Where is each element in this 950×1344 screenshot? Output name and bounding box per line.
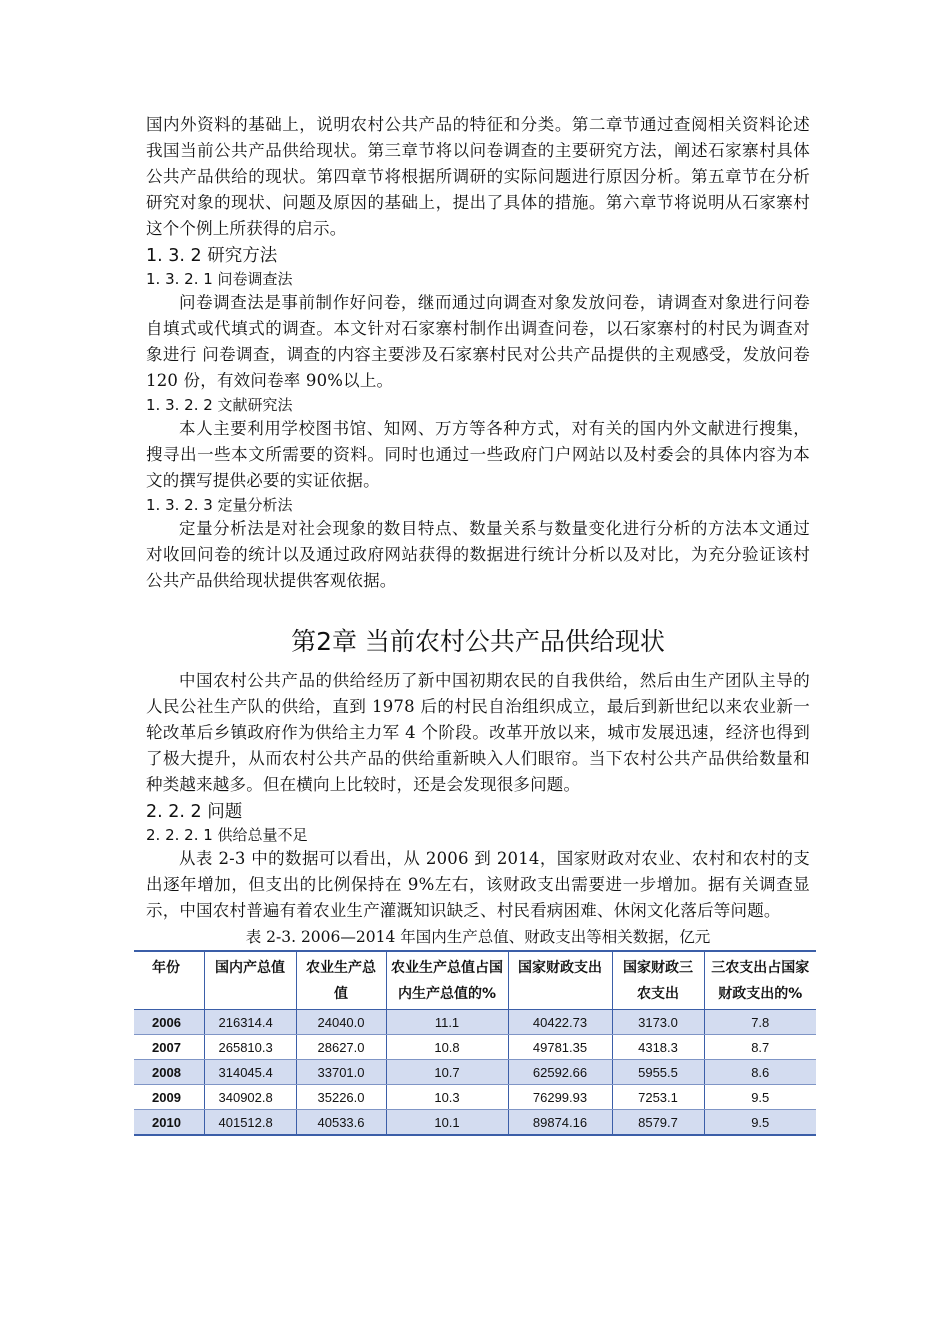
- quantitative-paragraph: 定量分析法是对社会现象的数目特点、数量关系与数量变化进行分析的方法本文通过对收回问卷的统计以及通过政府网站获得的数据进行统计分析以及对比，为充分验证该村公共产品供给现状提供客观依据。: [146, 519, 810, 590]
- cell-rural-spending: 7253.1: [612, 1085, 704, 1110]
- section-heading-1-3-2: 1. 3. 2 研究方法: [146, 246, 278, 266]
- header-agri-share: 农业生产总值占国内生产总值的%: [386, 951, 508, 1010]
- cell-rural-spending: 8579.7: [612, 1110, 704, 1136]
- cell-agri-share: 10.3: [386, 1085, 508, 1110]
- cell-gdp: 216314.4: [204, 1010, 296, 1035]
- cell-rural-spending: 4318.3: [612, 1035, 704, 1060]
- cell-rural-share: 9.5: [704, 1110, 816, 1136]
- cell-year: 2010: [134, 1110, 204, 1136]
- cell-fiscal-spending: 89874.16: [508, 1110, 612, 1136]
- table-row: [134, 1110, 816, 1136]
- cell-year: 2008: [134, 1060, 204, 1085]
- cell-rural-share: 9.5: [704, 1085, 816, 1110]
- table-header-row: [134, 951, 816, 1010]
- table-caption: 表 2-3. 2006—2014 年国内生产总值、财政支出等相关数据，亿元: [245, 928, 711, 946]
- cell-rural-share: 8.7: [704, 1035, 816, 1060]
- subsection-heading-literature: 1. 3. 2. 2 文献研究法: [146, 396, 293, 414]
- subsection-heading-questionnaire: 1. 3. 2. 1 问卷调查法: [146, 270, 293, 288]
- intro-paragraph: 国内外资料的基础上，说明农村公共产品的特征和分类。第二章节通过查阅相关资料论述我国当前公共产品供给现状。第三章节将以问卷调查的主要研究方法，阐述石家寨村具体公共产品供给的现状。第四章节将根据所调研的实际问题进行原因分析。第五章节在分析研究对象的现状、问题及原因的基础上，提出了具体的措施。第六章节将说明从石家寨村这个个例上所获得的启示。: [146, 115, 810, 238]
- cell-gdp: 401512.8: [204, 1110, 296, 1136]
- header-rural-spending: 国家财政三农支出: [612, 951, 704, 1010]
- cell-fiscal-spending: 62592.66: [508, 1060, 612, 1085]
- header-agri-output: 农业生产总值: [296, 951, 386, 1010]
- section-heading-2-2-2: 2. 2. 2 问题: [146, 802, 243, 822]
- cell-gdp: 314045.4: [204, 1060, 296, 1085]
- cell-agri-output: 40533.6: [296, 1110, 386, 1136]
- table-row: [134, 1060, 816, 1085]
- table-row: [134, 1085, 816, 1110]
- document-page: [146, 112, 810, 948]
- cell-agri-output: 28627.0: [296, 1035, 386, 1060]
- cell-gdp: 340902.8: [204, 1085, 296, 1110]
- cell-year: 2006: [134, 1010, 204, 1035]
- statistics-table: [134, 950, 816, 1136]
- cell-rural-spending: 3173.0: [612, 1010, 704, 1035]
- cell-rural-spending: 5955.5: [612, 1060, 704, 1085]
- cell-agri-share: 11.1: [386, 1010, 508, 1035]
- cell-fiscal-spending: 40422.73: [508, 1010, 612, 1035]
- cell-fiscal-spending: 49781.35: [508, 1035, 612, 1060]
- table-row: [134, 1035, 816, 1060]
- chapter-intro-paragraph: 中国农村公共产品的供给经历了新中国初期农民的自我供给，然后由生产团队主导的人民公社生产队的供给，直到 1978 后的村民自治组织成立，最后到新世纪以来农业新一轮改革后乡镇政府作为供给主力军 4 个阶段。改革开放以来，城市发展迅速，经济也得到了极大提升，从而农村公共产品的供给重新映入人们眼帘。当下农村公共产品供给数量和种类越来越多。但在横向上比较时，还是会发现很多问题。: [146, 671, 810, 794]
- cell-rural-share: 7.8: [704, 1010, 816, 1035]
- chapter-title: 第2章 当前农村公共产品供给现状: [291, 627, 665, 656]
- cell-fiscal-spending: 76299.93: [508, 1085, 612, 1110]
- cell-agri-share: 10.1: [386, 1110, 508, 1136]
- table-row: [134, 1010, 816, 1035]
- cell-agri-output: 33701.0: [296, 1060, 386, 1085]
- literature-paragraph: 本人主要利用学校图书馆、知网、万方等各种方式，对有关的国内外文献进行搜集，搜寻出一些本文所需要的资料。同时也通过一些政府门户网站以及村委会的具体内容为本文的撰写提供必要的实证依据。: [146, 419, 810, 490]
- cell-agri-output: 35226.0: [296, 1085, 386, 1110]
- header-fiscal-spending: 国家财政支出: [508, 951, 612, 1010]
- cell-year: 2007: [134, 1035, 204, 1060]
- cell-agri-share: 10.7: [386, 1060, 508, 1085]
- cell-year: 2009: [134, 1085, 204, 1110]
- supply-shortage-paragraph: 从表 2-3 中的数据可以看出，从 2006 到 2014，国家财政对农业、农村和农村的支出逐年增加，但支出的比例保持在 9%左右，该财政支出需要进一步增加。据有关调查显示，中国农村普遍有着农业生产灌溉知识缺乏、村民看病困难、休闲文化落后等问题。: [146, 849, 810, 920]
- cell-agri-output: 24040.0: [296, 1010, 386, 1035]
- header-gdp: 国内产总值: [204, 951, 296, 1010]
- cell-rural-share: 8.6: [704, 1060, 816, 1085]
- questionnaire-paragraph: 问卷调查法是事前制作好问卷，继而通过向调查对象发放问卷，请调查对象进行问卷自填式或代填式的调查。本文针对石家寨村制作出调查问卷，以石家寨村的村民为调查对象进行 问卷调查，调查的内容主要涉及石家寨村民对公共产品提供的主观感受，发放问卷 120 份，有效问卷率 90%以上。: [146, 293, 810, 390]
- cell-gdp: 265810.3: [204, 1035, 296, 1060]
- subsection-heading-quantitative: 1. 3. 2. 3 定量分析法: [146, 496, 293, 514]
- subsection-heading-supply-shortage: 2. 2. 2. 1 供给总量不足: [146, 826, 308, 844]
- cell-agri-share: 10.8: [386, 1035, 508, 1060]
- header-rural-share: 三农支出占国家财政支出的%: [704, 951, 816, 1010]
- header-year: 年份: [134, 951, 204, 1010]
